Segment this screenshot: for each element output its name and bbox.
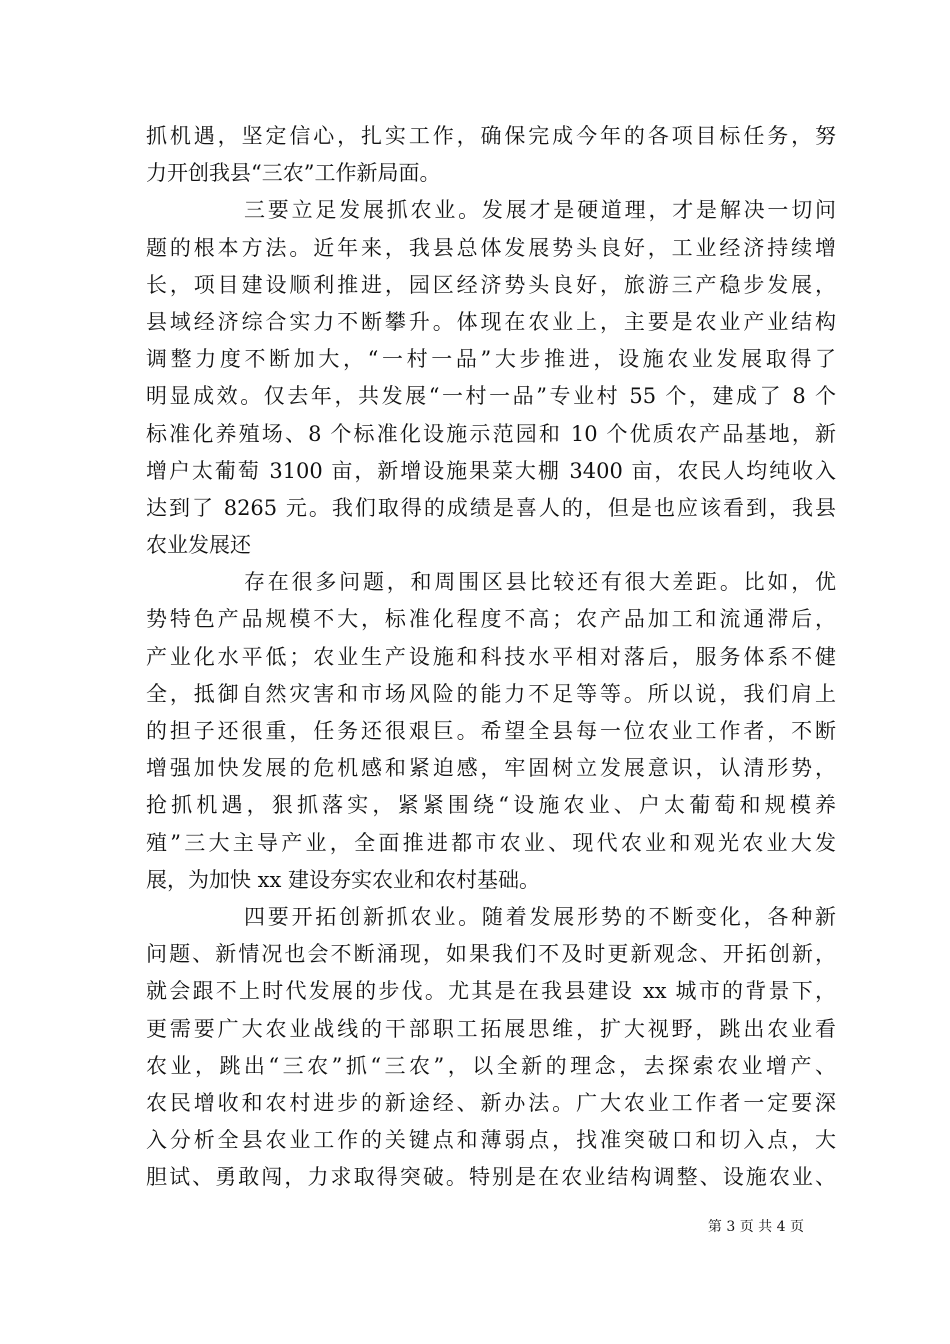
- text-line: 问题、新情况也会不断涌现，如果我们不及时更新观念、开拓创新，: [146, 942, 836, 967]
- paragraph-start-line: 三要立足发展抓农业。发展才是硬道理，才是解决一切问: [244, 198, 836, 223]
- text-line: 胆试、勇敢闯，力求取得突破。特别是在农业结构调整、设施农业、: [146, 1165, 836, 1190]
- document-body: [146, 118, 836, 1196]
- text-line: 势特色产品规模不大，标准化程度不高；农产品加工和流通滞后，: [146, 607, 836, 632]
- page-number: 第 3 页 共 4 页: [707, 1219, 804, 1235]
- text-line: 入分析全县农业工作的关键点和薄弱点，找准突破口和切入点，大: [146, 1128, 836, 1153]
- text-line: 更需要广大农业战线的干部职工拓展思维，扩大视野，跳出农业看: [146, 1016, 836, 1041]
- text-line: 达到了 8265 元。我们取得的成绩是喜人的，但是也应该看到，我县: [146, 495, 836, 520]
- text-line: 增强加快发展的危机感和紧迫感，牢固树立发展意识，认清形势，: [146, 756, 836, 781]
- text-line: 殖”三大主导产业，全面推进都市农业、现代农业和观光农业大发: [146, 830, 836, 855]
- text-line: 力开创我县“三农”工作新局面。: [146, 161, 441, 186]
- text-line: 的担子还很重，任务还很艰巨。希望全县每一位农业工作者，不断: [146, 719, 836, 743]
- text-line: 展，为加快 xx 建设夯实农业和农村基础。: [146, 867, 541, 892]
- text-line: 县域经济综合实力不断攀升。体现在农业上，主要是农业产业结构: [146, 309, 836, 334]
- text-line: 产业化水平低；农业生产设施和科技水平相对落后，服务体系不健: [146, 644, 836, 669]
- text-line: 农业，跳出“三农”抓“三农”，以全新的理念，去探索农业增产、: [146, 1053, 836, 1078]
- text-line: 就会跟不上时代发展的步伐。尤其是在我县建设 xx 城市的背景下，: [146, 979, 836, 1004]
- text-line: 全，抵御自然灾害和市场风险的能力不足等等。所以说，我们肩上: [146, 681, 836, 706]
- text-line: 抓机遇，坚定信心，扎实工作，确保完成今年的各项目标任务，努: [146, 124, 836, 148]
- text-line: 调整力度不断加大，“一村一品”大步推进，设施农业发展取得了: [146, 347, 836, 372]
- text-line: 题的根本方法。近年来，我县总体发展势头良好，工业经济持续增: [146, 235, 836, 260]
- paragraph-start-line: 四要开拓创新抓农业。随着发展形势的不断变化，各种新: [244, 904, 836, 929]
- text-line: 长，项目建设顺利推进，园区经济势头良好，旅游三产稳步发展，: [146, 272, 836, 297]
- text-line: 明显成效。仅去年，共发展“一村一品”专业村 55 个，建成了 8 个: [146, 384, 836, 409]
- text-line: 抢抓机遇，狠抓落实，紧紧围绕“设施农业、户太葡萄和规模养: [146, 793, 836, 818]
- paragraph-start-line: 存在很多问题，和周围区县比较还有很大差距。比如，优: [244, 570, 836, 595]
- text-line: 农业发展还: [146, 533, 251, 558]
- text-line: 农民增收和农村进步的新途经、新办法。广大农业工作者一定要深: [146, 1090, 836, 1115]
- text-line: 增户太葡萄 3100 亩，新增设施果菜大棚 3400 亩，农民人均纯收入: [146, 458, 836, 483]
- text-line: 标准化养殖场、8 个标准化设施示范园和 10 个优质农产品基地，新: [146, 421, 836, 446]
